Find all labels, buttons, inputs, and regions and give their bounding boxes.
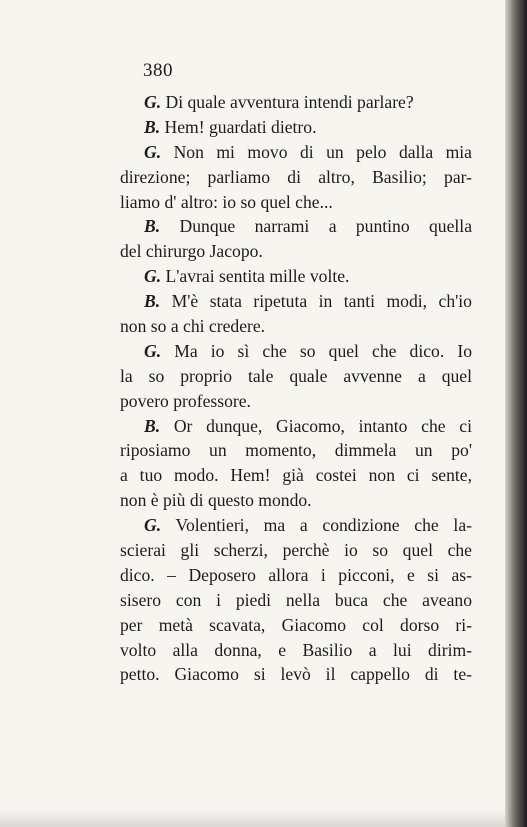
line-text: M'è stata ripetuta in tanti modi, ch'io: [171, 291, 472, 312]
line-text: L'avrai sentita mille volte.: [165, 266, 350, 287]
dialogue-text: [120, 90, 472, 687]
speaker-label: G.: [144, 515, 162, 536]
line-text: Dunque narrami a puntino quella: [179, 216, 473, 237]
line-text: Volentieri, ma a condizione che la-: [175, 515, 472, 536]
line-text: sisero con i piedi nella buca che aveano: [120, 589, 472, 610]
line-text: liamo d' altro: io so quel che...: [120, 191, 333, 212]
speaker-label: B.: [144, 415, 161, 436]
text-line: [120, 389, 472, 414]
line-text: a tuo modo. Hem! già costei non ci sente,: [120, 465, 472, 486]
text-line: [120, 214, 472, 239]
text-line: [120, 364, 472, 389]
line-text: non è più di questo mondo.: [120, 490, 312, 511]
speaker-label: B.: [144, 116, 161, 137]
line-text: scierai gli scherzi, perchè io so quel che: [120, 540, 472, 561]
line-text: volto alla donna, e Basilio a lui dirim-: [120, 639, 472, 660]
text-line: [120, 463, 472, 488]
text-line: [120, 140, 472, 165]
text-line: [120, 115, 472, 140]
speaker-label: G.: [144, 340, 162, 361]
book-spine-shadow: [505, 0, 527, 827]
text-line: [120, 588, 472, 613]
page-shadow: [0, 809, 527, 827]
speaker-label: B.: [144, 216, 161, 237]
text-line: [120, 289, 472, 314]
line-text: direzione; parliamo di altro, Basilio; par-: [120, 166, 472, 187]
line-text: petto. Giacomo si levò il cappello di te-: [120, 664, 472, 685]
text-line: [120, 190, 472, 215]
line-text: Ma io sì che so quel che dico. Io: [174, 340, 472, 361]
line-text: Hem! guardati dietro.: [164, 116, 317, 137]
text-line: [120, 414, 472, 439]
text-line: [120, 264, 472, 289]
line-text: Non mi movo di un pelo dalla mia: [173, 141, 472, 162]
text-line: [120, 513, 472, 538]
line-text: non so a chi credere.: [120, 316, 266, 337]
text-line: [120, 90, 472, 115]
text-line: [120, 239, 472, 264]
line-text: del chirurgo Jacopo.: [120, 241, 263, 262]
line-text: Or dunque, Giacomo, intanto che ci: [173, 415, 472, 436]
text-line: [120, 538, 472, 563]
speaker-label: B.: [144, 291, 161, 312]
text-line: [120, 563, 472, 588]
line-text: per metà scavata, Giacomo col dorso ri-: [120, 614, 472, 635]
speaker-label: G.: [144, 92, 162, 112]
text-line: [120, 488, 472, 513]
line-text: povero professore.: [120, 390, 251, 411]
line-text: riposiamo un momento, dimmela un po': [120, 440, 472, 461]
text-line: [120, 638, 472, 663]
line-text: dico. – Deposero allora i picconi, e si as-: [120, 564, 472, 585]
speaker-label: G.: [144, 266, 162, 287]
text-line: [120, 165, 472, 190]
text-line: [120, 662, 472, 687]
text-line: [120, 438, 472, 463]
text-line: [120, 314, 472, 339]
speaker-label: G.: [144, 141, 162, 162]
text-line: [120, 339, 472, 364]
page-number: 380: [143, 60, 173, 81]
text-line: [120, 613, 472, 638]
line-text: Di quale avventura intendi parlare?: [165, 92, 414, 112]
line-text: la so proprio tale quale avvenne a quel: [120, 365, 472, 386]
